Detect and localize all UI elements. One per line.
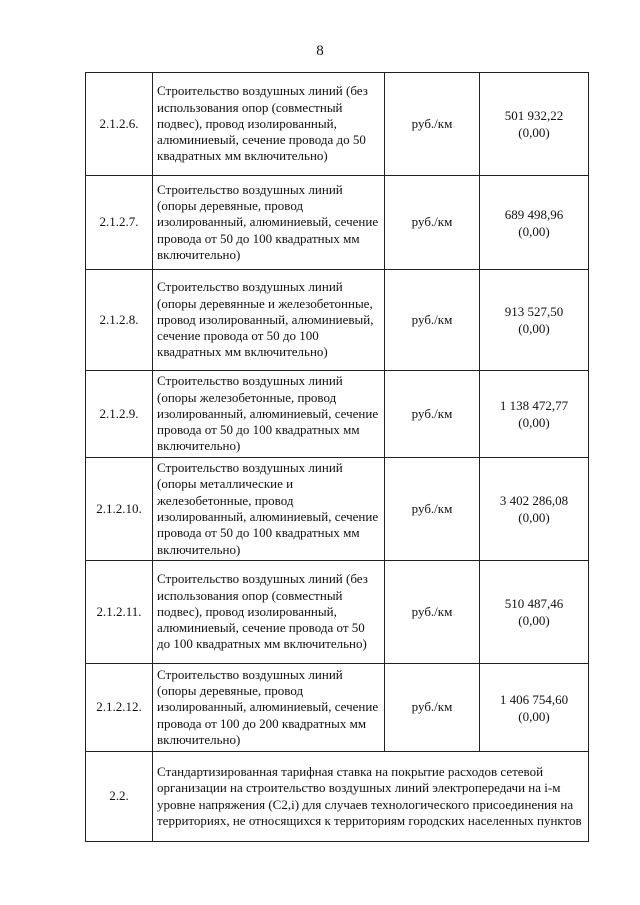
table-row (86, 270, 589, 371)
section-row (86, 752, 589, 842)
row-description: Строительство воздушных линий (без использования опор (совместный подвес), провод изолированный, алюминиевый, сечение провода до 50 квадратных мм включительно) (153, 73, 385, 176)
row-value-cell (480, 270, 589, 371)
row-value: 689 498,96 (504, 206, 564, 222)
row-description: Строительство воздушных линий (опоры металлические и железобетонные, провод изолированный, алюминиевый, сечение провода от 50 до 100 квадратных мм включительно) (153, 458, 385, 561)
row-value: 3 402 286,08 (499, 493, 569, 508)
row-unit: руб./км (385, 664, 480, 752)
row-value-cell (480, 664, 589, 752)
table-row (86, 371, 589, 458)
row-value: 913 527,50 (504, 304, 564, 319)
row-unit: руб./км (385, 458, 480, 561)
table-row (86, 458, 589, 561)
row-value: 1 138 472,77 (499, 398, 569, 413)
table-row (86, 176, 589, 270)
row-value-cell (480, 73, 589, 176)
row-value: 1 406 754,60 (499, 691, 569, 707)
row-value-cell (480, 458, 589, 561)
row-value-sub: (0,00) (518, 613, 550, 628)
section-description: Стандартизированная тарифная ставка на покрытие расходов сетевой организации на строительство воздушных линий электропередачи на i-м уровне напряжения (С2,i) для случаев технологического присоединения на территориях, не относящихся к территориям городских населенных пунктов (153, 752, 589, 842)
row-value-sub: (0,00) (518, 321, 550, 336)
row-unit: руб./км (385, 270, 480, 371)
row-value-sub: (0,00) (518, 415, 550, 430)
row-value: 510 487,46 (504, 596, 564, 611)
row-value-cell (480, 176, 589, 270)
row-value-sub: (0,00) (518, 223, 550, 239)
row-unit: руб./км (385, 371, 480, 458)
row-code: 2.1.2.10. (86, 458, 153, 561)
row-value-cell (480, 561, 589, 664)
table-row (86, 664, 589, 752)
row-code: 2.1.2.6. (86, 73, 153, 176)
row-description: Строительство воздушных линий (опоры деревяные, провод изолированный, алюминиевый, сечение провода от 100 до 200 квадратных мм включительно) (153, 664, 385, 752)
tariff-table (85, 72, 589, 842)
row-unit: руб./км (385, 176, 480, 270)
row-value-sub: (0,00) (518, 510, 550, 525)
row-description: Строительство воздушных линий (опоры деревяные, провод изолированный, алюминиевый, сечение провода от 50 до 100 квадратных мм включительно) (153, 176, 385, 270)
table-row (86, 561, 589, 664)
row-value: 501 932,22 (504, 108, 564, 123)
section-code: 2.2. (86, 752, 153, 842)
row-value-cell (480, 371, 589, 458)
row-description: Строительство воздушных линий (опоры железобетонные, провод изолированный, алюминиевый, сечение провода от 50 до 100 квадратных мм включительно) (153, 371, 385, 458)
row-unit: руб./км (385, 73, 480, 176)
row-code: 2.1.2.12. (86, 664, 153, 752)
table-row (86, 73, 589, 176)
row-code: 2.1.2.8. (86, 270, 153, 371)
row-value-sub: (0,00) (518, 125, 550, 140)
row-unit: руб./км (385, 561, 480, 664)
row-code: 2.1.2.11. (86, 561, 153, 664)
page-number: 8 (316, 43, 324, 59)
row-code: 2.1.2.7. (86, 176, 153, 270)
row-description: Строительство воздушных линий (опоры деревянные и железобетонные, провод изолированный, алюминиевый, сечение провода от 50 до 100 квадратных мм включительно) (153, 270, 385, 371)
row-code: 2.1.2.9. (86, 371, 153, 458)
row-value-sub: (0,00) (518, 708, 550, 724)
row-description: Строительство воздушных линий (без использования опор (совместный подвес), провод изолированный, алюминиевый, сечение провода от 50 до 100 квадратных мм включительно) (153, 561, 385, 664)
